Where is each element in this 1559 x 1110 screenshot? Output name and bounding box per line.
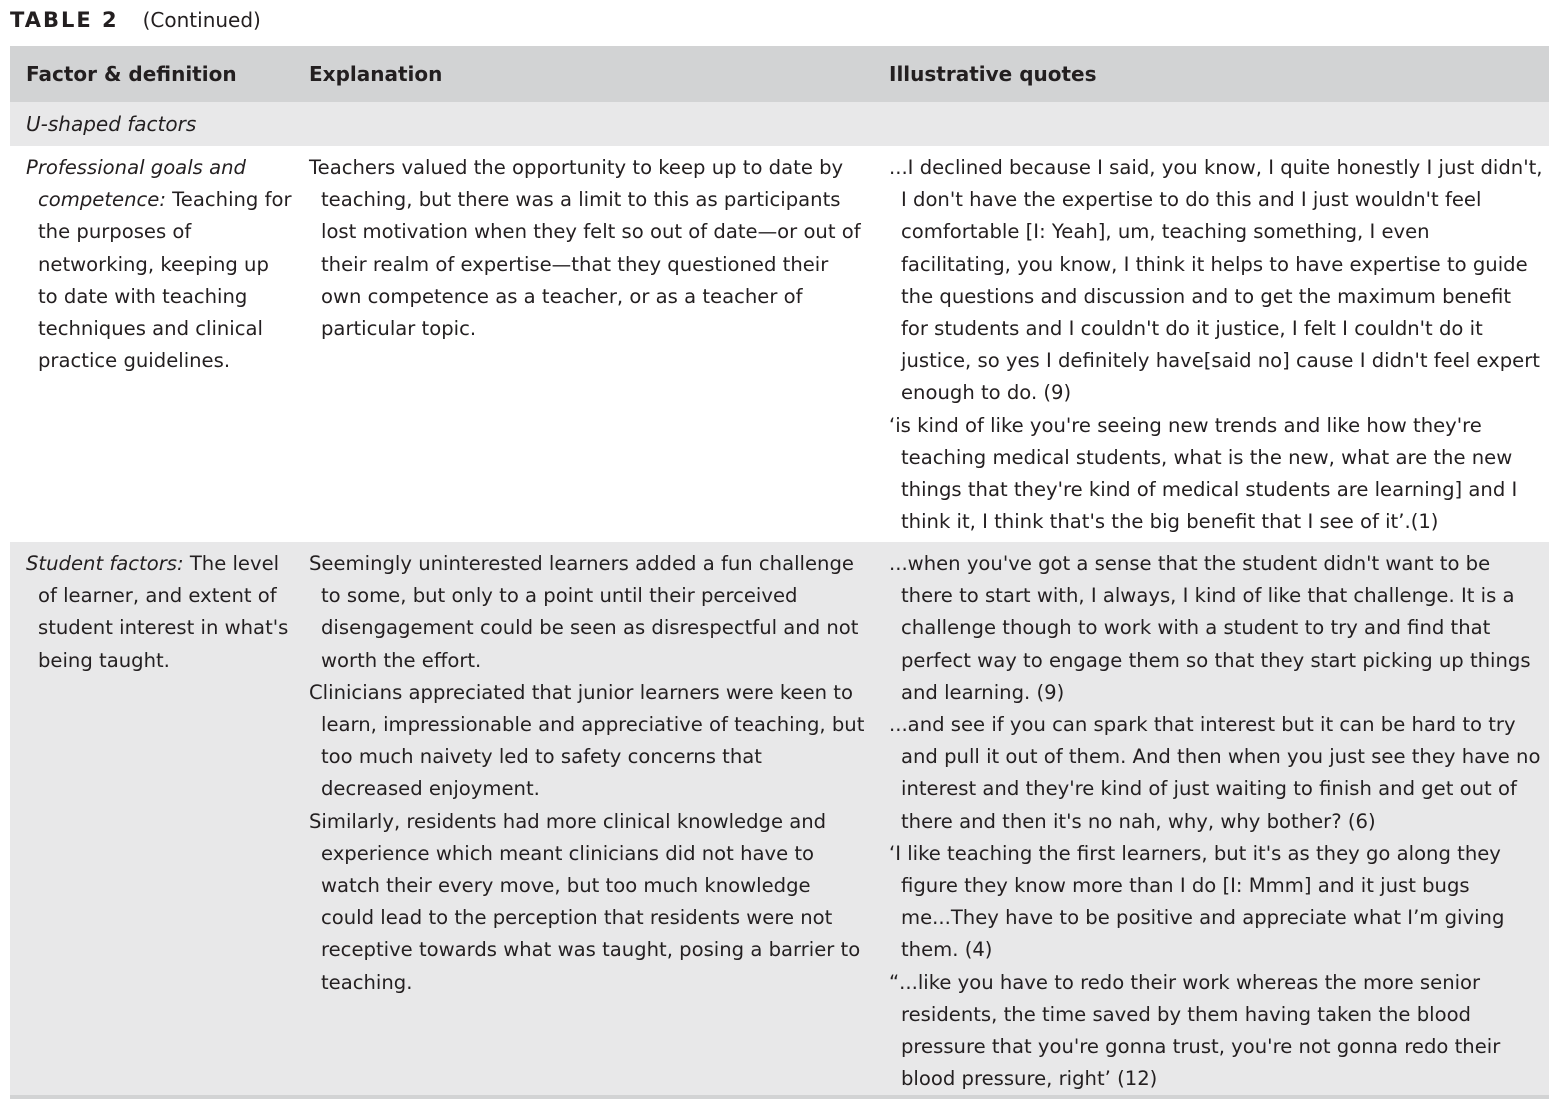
explanation-text: Teachers valued the opportunity to keep up to date by teaching, but there was a limit to this as participants lost motivation when they felt so out of date—or out of their realm of expertise—that they questioned their own competence as a teacher, or as a teacher of particular topic.: [309, 156, 861, 341]
factor-definition: The level of learner, and extent of student interest in what's being taught.: [38, 552, 289, 672]
quotes-cell: [889, 152, 1544, 538]
quote-text: ...and see if you can spark that interest but it can be hard to try and pull it out of them. And then when you just see they have no interest and they're kind of just waiting to finish and get out of there and then it's no nah, why, why bother? (6): [889, 713, 1541, 833]
explanation-text: Similarly, residents had more clinical knowledge and experience which meant clinicians did not have to watch their every move, but too much knowledge could lead to the perception that residents were not receptive towards what was taught, posing a barrier to teaching.: [309, 809, 861, 994]
factor-text: [26, 152, 294, 377]
factor-name: Student factors:: [26, 552, 184, 575]
explanation-text: Seemingly uninterested learners added a fun challenge to some, but only to a point until their perceived disengagement could be seen as disrespectful and not worth the effort.: [309, 552, 859, 672]
factor-cell: [26, 548, 294, 677]
quote-text: ...I declined because I said, you know, I quite honestly I just didn't, I don't have the expertise to do this and I just wouldn't feel comfortable [I: Yeah], um, teaching something, I even facilitating, you know, I think it helps to have expertise to guide the questions and discussion and to get the maximum benefit for students and I couldn't do it justice, I felt I couldn't do it justice, so yes I definitely have[said no] cause I didn't feel expert enough to do. (9): [889, 156, 1543, 405]
table-row: [10, 542, 1549, 1095]
section-title: U-shaped factors: [10, 102, 1549, 146]
quote-text: “...like you have to redo their work whereas the more senior residents, the time saved by them having taken the blood pressure that you're gonna trust, you're not gonna redo their blood pressure, right’ (12): [889, 970, 1501, 1091]
factor-definition: Teaching for the purposes of networking, keeping up to date with teaching techniques and clinical practice guidelines.: [38, 188, 292, 373]
quote-text: ...when you've got a sense that the student didn't want to be there to start with, I always, I kind of like that challenge. It is a challenge though to work with a student to try and find that perfect way to engage them so that they start picking up things and learning. (9): [889, 552, 1531, 704]
table: [10, 46, 1549, 1099]
continued-label: (Continued): [142, 8, 261, 32]
factor-name: Professional goals and competence:: [26, 156, 246, 212]
quote-text: ‘I like teaching the first learners, but it's as they go along they figure they know more than I do [I: Mmm] and it just bugs me...They have to be positive and appreciate what I’m giving them. (4): [889, 841, 1505, 962]
table-row: [10, 146, 1549, 542]
table-label: TABLE 2: [10, 8, 119, 32]
explanation-cell: [309, 152, 869, 345]
header-explanation: Explanation: [309, 62, 443, 86]
explanation-cell: [309, 548, 869, 999]
header-quotes: Illustrative quotes: [889, 62, 1097, 86]
table-caption: [10, 4, 261, 36]
explanation-text: Clinicians appreciated that junior learners were keen to learn, impressionable and appreciative of teaching, but too much naivety led to safety concerns that decreased enjoyment.: [309, 680, 865, 801]
header-factor: Factor & definition: [26, 62, 237, 86]
quote-text: ‘is kind of like you're seeing new trends and like how they're teaching medical students, what is the new, what are the new things that they're kind of medical students are learning] and I think it, I think that's the big benefit that I see of it’.(1): [889, 413, 1518, 534]
table-header: [10, 46, 1549, 102]
table-bottom-rule: [10, 1095, 1549, 1099]
factor-text: [26, 548, 294, 677]
quotes-cell: [889, 548, 1544, 1095]
factor-cell: [26, 152, 294, 377]
